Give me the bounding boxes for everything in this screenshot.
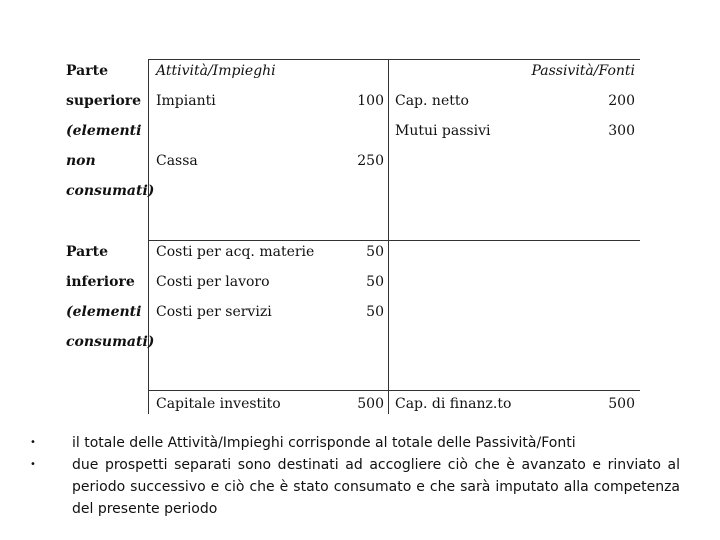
lower-label-line-1: Parte: [66, 244, 108, 260]
upper-label-line-5: consumati): [66, 183, 155, 199]
upper-label-line-2: superiore: [66, 93, 142, 109]
upper-row-3-attivita-value: 250: [357, 153, 384, 169]
totals-rule: [148, 390, 640, 391]
upper-row-1-passivita-value: 200: [608, 93, 635, 109]
header-attivita: Attività/Impieghi: [156, 63, 276, 79]
upper-row-2-passivita-value: 300: [608, 123, 635, 139]
bullet-dot: •: [30, 459, 36, 470]
bullet-dot: •: [30, 437, 36, 448]
lower-row-2-attivita-value: 50: [366, 274, 384, 290]
top-rule: [148, 59, 640, 60]
upper-row-1-passivita-label: Cap. netto: [395, 93, 469, 109]
bullet-list: [30, 432, 680, 520]
upper-row-2-passivita-label: Mutui passivi: [395, 123, 491, 139]
upper-label-line-4: non: [66, 153, 96, 169]
bullet-text: due prospetti separati sono destinati ad accogliere ciò che è avanzato e rinviato al periodo successivo e ciò che è stato consumato e che sarà imputato alla competenza del presente periodo: [72, 457, 680, 517]
total-passivita-value: 500: [608, 396, 635, 412]
total-passivita-label: Cap. di finanz.to: [395, 396, 512, 412]
upper-label-line-1: Parte: [66, 63, 108, 79]
lower-row-1-attivita-label: Costi per acq. materie: [156, 244, 315, 260]
header-passivita: Passività/Fonti: [531, 63, 635, 79]
upper-label-line-3: (elementi: [66, 123, 142, 139]
bullet-item: [30, 454, 680, 520]
total-attivita-value: 500: [357, 396, 384, 412]
upper-row-1-attivita-label: Impianti: [156, 93, 216, 109]
lower-label-line-4: consumati): [66, 334, 155, 350]
lower-row-3-attivita-value: 50: [366, 304, 384, 320]
left-vertical-rule: [148, 59, 149, 414]
lower-label-line-3: (elementi: [66, 304, 142, 320]
bullet-text: il totale delle Attività/Impieghi corrisponde al totale delle Passività/Fonti: [72, 435, 576, 451]
lower-label-line-2: inferiore: [66, 274, 135, 290]
total-attivita-label: Capitale investito: [156, 396, 281, 412]
center-vertical-rule: [388, 59, 389, 414]
lower-row-2-attivita-label: Costi per lavoro: [156, 274, 270, 290]
bullet-item: [30, 432, 680, 454]
lower-row-3-attivita-label: Costi per servizi: [156, 304, 272, 320]
middle-rule: [148, 240, 640, 241]
upper-row-1-attivita-value: 100: [357, 93, 384, 109]
lower-row-1-attivita-value: 50: [366, 244, 384, 260]
upper-row-3-attivita-label: Cassa: [156, 153, 198, 169]
